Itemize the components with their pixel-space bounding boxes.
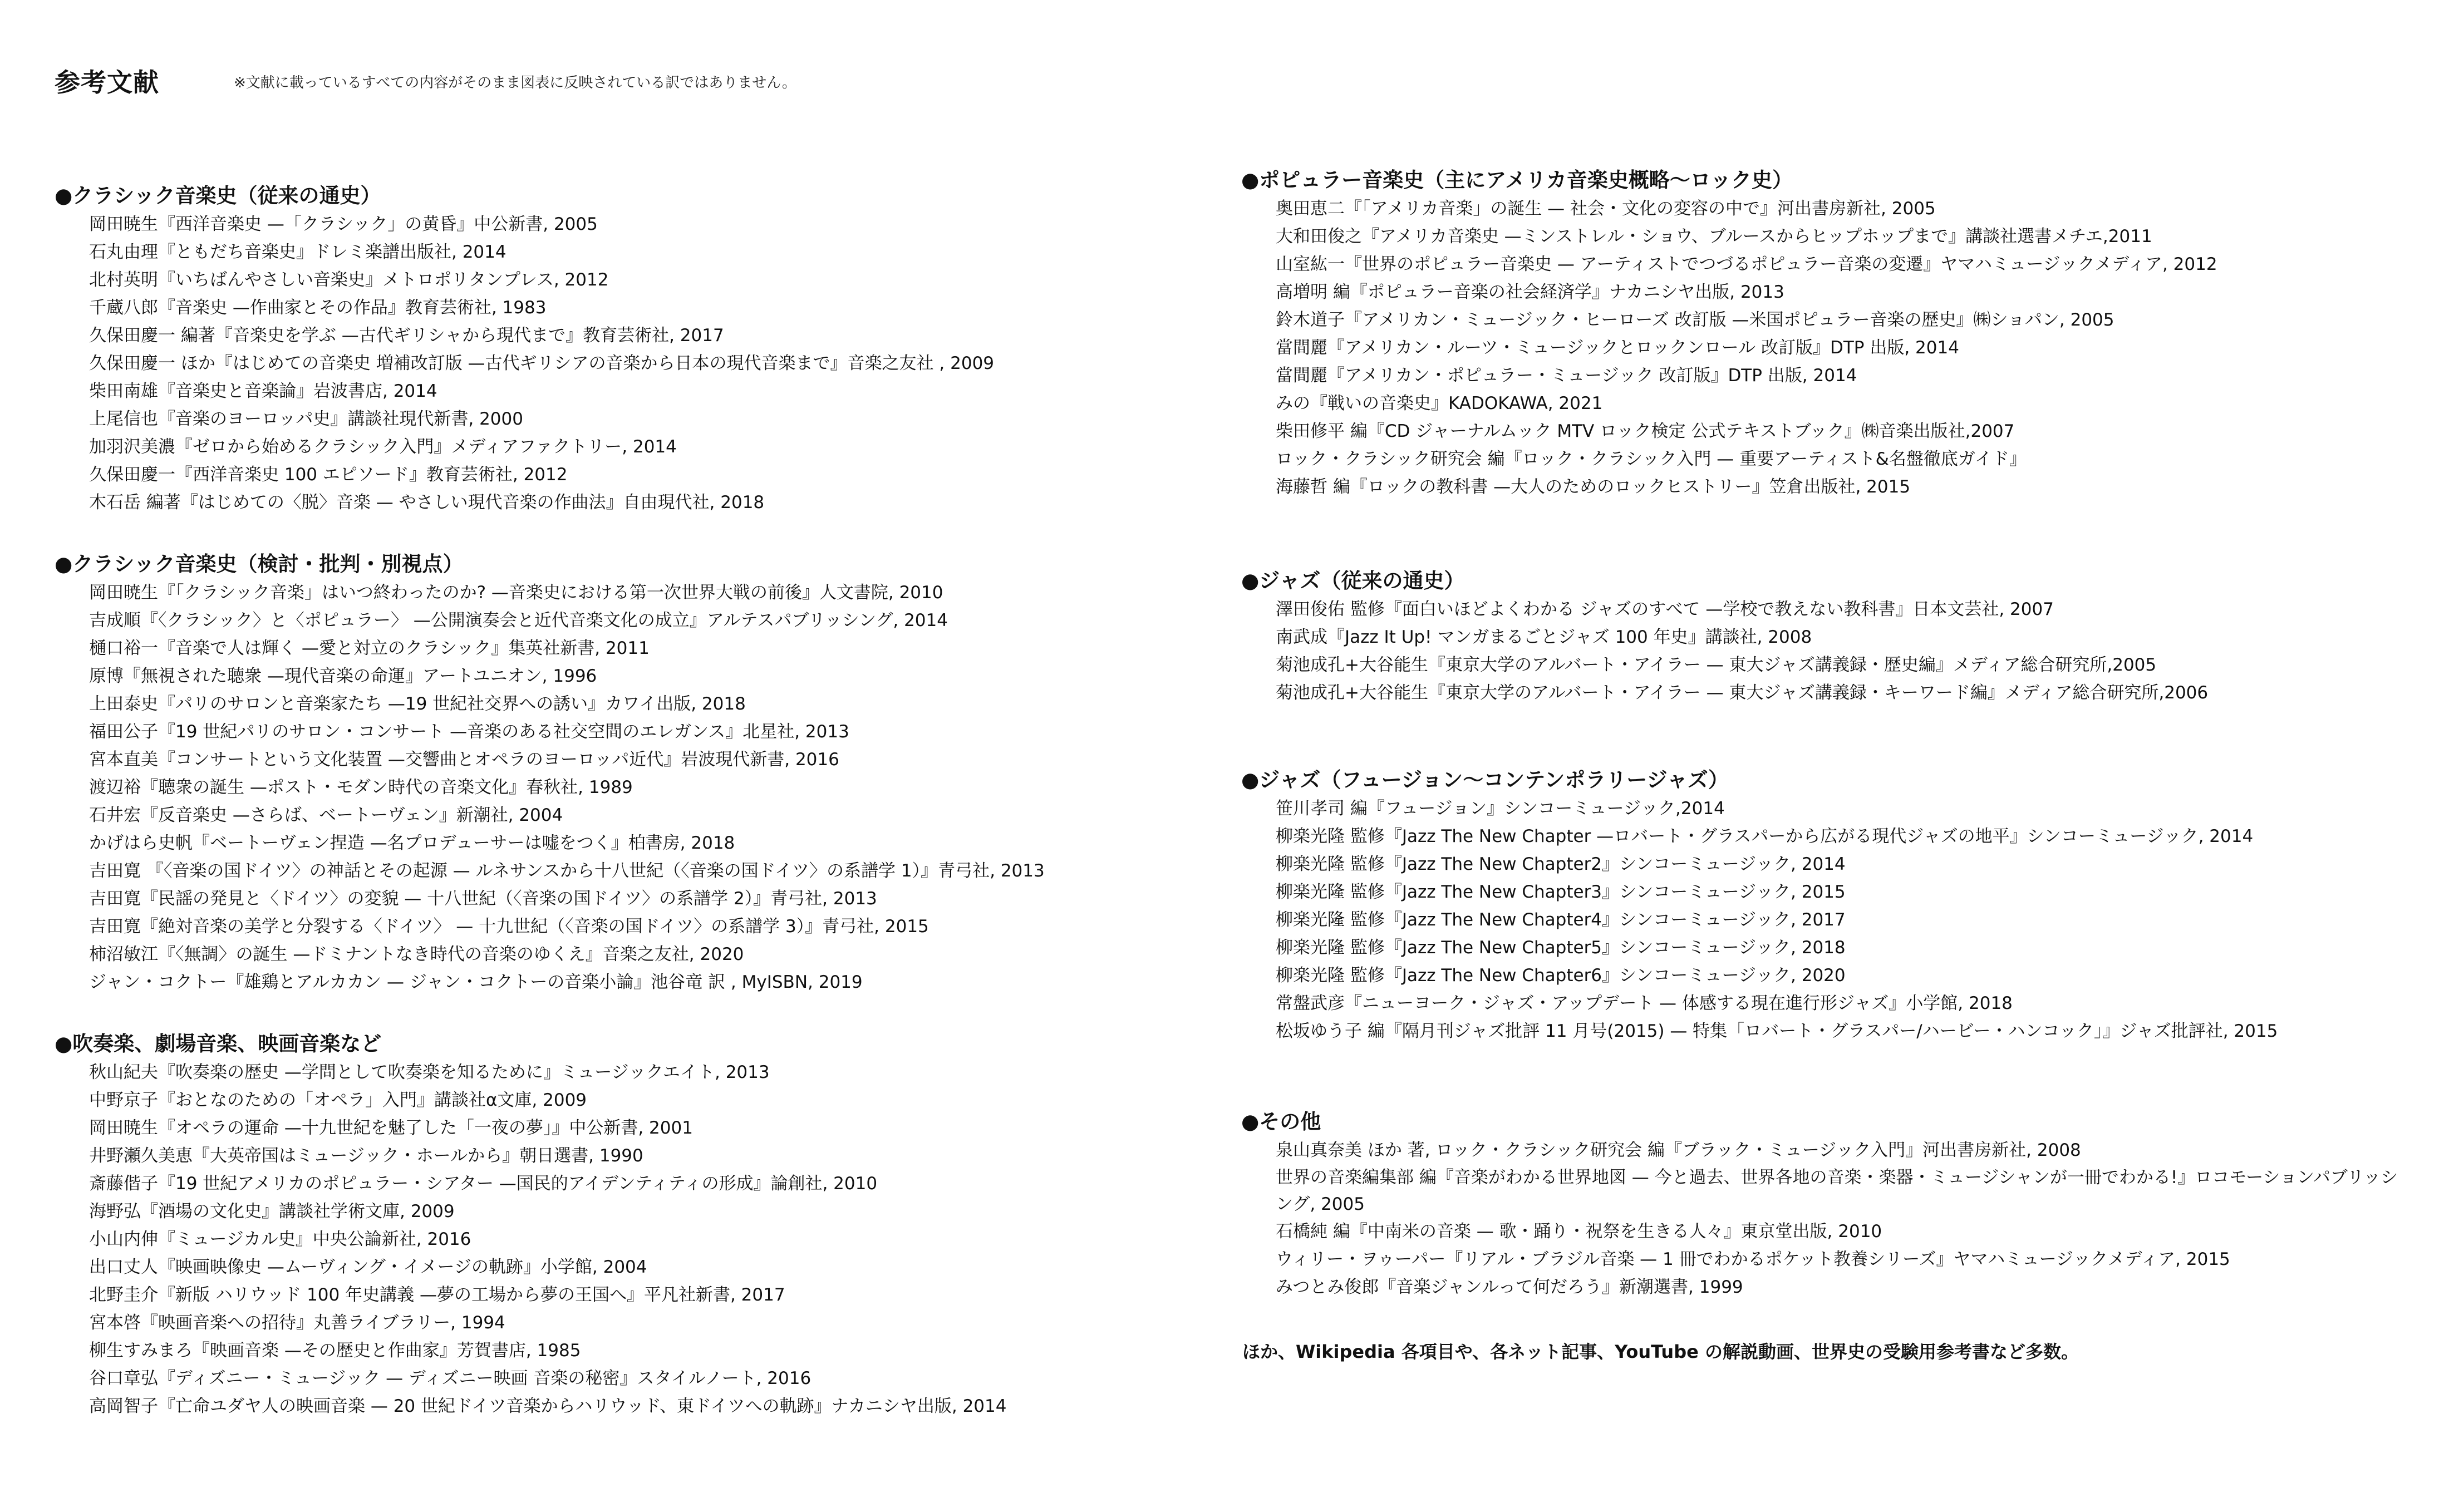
reference-entry: 大和田俊之『アメリカ音楽史 —ミンストレル・ショウ、ブルースからヒップホップまで』講談社選書メチエ,2011 [1276,226,2152,247]
reference-entry: 上田泰史『パリのサロンと音楽家たち —19 世紀社交界への誘い』カワイ出版, 2018 [89,694,746,714]
section-heading: ●ジャズ（フュージョン～コンテンポラリージャズ） [1241,768,1729,792]
reference-entry: 渡辺裕『聴衆の誕生 —ポスト・モダン時代の音楽文化』春秋社, 1989 [89,777,633,797]
reference-entry: 柳楽光隆 監修『Jazz The New Chapter —ロバート・グラスパーから広がる現代ジャズの地平』シンコーミュージック, 2014 [1276,826,2254,846]
reference-entry: 上尾信也『音楽のヨーロッパ史』講談社現代新書, 2000 [89,409,523,429]
reference-entry: 石橋純 編『中南米の音楽 — 歌・踊り・祝祭を生きる人々』東京堂出版, 2010 [1276,1222,1882,1242]
section-heading: ●ポピュラー音楽史（主にアメリカ音楽史概略～ロック史） [1241,168,1793,192]
section-popular-history [1241,166,2410,501]
reference-entry: 高岡智子『亡命ユダヤ人の映画音楽 — 20 世紀ドイツ音楽からハリウッド、東ドイツへの軌跡』ナカニシヤ出版, 2014 [89,1396,1007,1416]
reference-entry: 當間麗『アメリカン・ルーツ・ミュージックとロックンロール 改訂版』DTP 出版, 2014 [1276,338,1959,358]
section-band-theater-film [55,1030,1196,1420]
reference-entry: 柳楽光隆 監修『Jazz The New Chapter4』シンコーミュージック, 2017 [1276,910,1846,930]
reference-entry: 岡田暁生『「クラシック音楽」はいつ終わったのか? —音楽史における第一次世界大戦の前後』人文書院, 2010 [89,583,943,603]
reference-entry: 吉成順『〈クラシック〉と〈ポピュラー〉 —公開演奏会と近代音楽文化の成立』アルテスパブリッシング, 2014 [89,610,948,631]
section-heading: ●吹奏楽、劇場音楽、映画音楽など [55,1032,382,1056]
reference-entry: 泉山真奈美 ほか 著, ロック・クラシック研究会 編『ブラック・ミュージック入門』河出書房新社, 2008 [1276,1140,2081,1160]
reference-entry: 宮本啓『映画音楽への招待』丸善ライブラリー, 1994 [89,1313,505,1333]
reference-entry: 笹川孝司 編『フュージョン』シンコーミュージック,2014 [1276,799,1725,819]
section-heading: ●その他 [1241,1110,1321,1134]
reference-entry: 奥田恵二『「アメリカ音楽」の誕生 — 社会・文化の変容の中で』河出書房新社, 2005 [1276,199,1936,219]
reference-entry: みの『戦いの音楽史』KADOKAWA, 2021 [1276,393,1603,413]
reference-entry: 小山内伸『ミュージカル史』中央公論新社, 2016 [89,1229,471,1249]
page-title: 参考文献 [55,67,159,97]
reference-entry: 南武成『Jazz It Up! マンガまるごとジャズ 100 年史』講談社, 2008 [1276,627,1812,647]
section-heading: ●クラシック音楽史（検討・批判・別視点） [55,552,464,576]
section-heading: ●クラシック音楽史（従来の通史） [55,184,381,208]
reference-entry: 當間麗『アメリカン・ポピュラー・ミュージック 改訂版』DTP 出版, 2014 [1276,366,1857,386]
reference-entry: 井野瀬久美恵『大英帝国はミュージック・ホールから』朝日選書, 1990 [89,1146,643,1166]
reference-entry: 久保田慶一 編著『音楽史を学ぶ —古代ギリシャから現代まで』教育芸術社, 2017 [89,326,724,346]
reference-entry: 吉田寛『民謡の発見と〈ドイツ〉の変貌 — 十八世紀（〈音楽の国ドイツ〉の系譜学 2）』青弓社, 2013 [89,889,877,909]
reference-entry: 北野圭介『新版 ハリウッド 100 年史講義 —夢の工場から夢の王国へ』平凡社新書, 2017 [89,1285,785,1305]
section-jazz-history [1241,567,2410,707]
reference-entry: 海野弘『酒場の文化史』講談社学術文庫, 2009 [89,1201,455,1222]
section-jazz-fusion [1241,766,2410,1045]
reference-entry: 加羽沢美濃『ゼロから始めるクラシック入門』メディアファクトリー, 2014 [89,437,677,457]
reference-entry: 木石岳 編著『はじめての〈脱〉音楽 — やさしい現代音楽の作曲法』自由現代社, 2018 [89,492,765,513]
reference-entry: 岡田暁生『西洋音楽史 —「クラシック」の黄昏』中公新書, 2005 [89,214,598,234]
reference-entry: 高増明 編『ポピュラー音楽の社会経済学』ナカニシヤ出版, 2013 [1276,282,1784,302]
reference-entry: 原博『無視された聴衆 —現代音楽の命運』アートユニオン, 1996 [89,666,597,686]
section-classical-critique [55,550,1196,996]
reference-entry: 秋山紀夫『吹奏楽の歴史 —学問として吹奏楽を知るために』ミュージックエイト, 2013 [89,1062,770,1082]
reference-entry: 柴田南雄『音楽史と音楽論』岩波書店, 2014 [89,381,437,401]
reference-entry: 澤田俊佑 監修『面白いほどよくわかる ジャズのすべて —学校で教えない教科書』日本文芸社, 2007 [1276,599,2054,619]
reference-entry: 柳楽光隆 監修『Jazz The New Chapter3』シンコーミュージック, 2015 [1276,882,1846,902]
reference-entry: ジャン・コクトー『雄鶏とアルカカン — ジャン・コクトーの音楽小論』池谷竜 訳 , MyISBN, 2019 [89,972,863,992]
reference-entry: 吉田寛 『〈音楽の国ドイツ〉の神話とその起源 — ルネサンスから十八世紀（〈音楽の国ドイツ〉の系譜学 1）』青弓社, 2013 [89,861,1045,881]
reference-entry: 柳楽光隆 監修『Jazz The New Chapter6』シンコーミュージック, 2020 [1276,966,1846,986]
reference-entry: 出口丈人『映画映像史 —ムーヴィング・イメージの軌跡』小学館, 2004 [89,1257,647,1277]
reference-entry: 松坂ゆう子 編『隔月刊ジャズ批評 11 月号(2015) — 特集「ロバート・グラスパー/ハービー・ハンコック」』ジャズ批評社, 2015 [1276,1021,2278,1041]
reference-entry: 石丸由理『ともだち音楽史』ドレミ楽譜出版社, 2014 [89,242,506,262]
reference-entry: 宮本直美『コンサートという文化装置 —交響曲とオペラのヨーロッパ近代』岩波現代新書, 2016 [89,750,839,770]
reference-entry: 北村英明『いちばんやさしい音楽史』メトロポリタンプレス, 2012 [89,270,609,290]
footer-note: ほか、Wikipedia 各項目や、各ネット記事、YouTube の解説動画、世界史の受験用参考書など多数。 [1242,1341,2079,1362]
reference-entry: 菊池成孔+大谷能生『東京大学のアルバート・アイラー — 東大ジャズ講義録・歴史編』メディア総合研究所,2005 [1276,655,2157,675]
section-classical-history [55,181,1196,516]
reference-entry: 吉田寛『絶対音楽の美学と分裂する〈ドイツ〉 — 十九世紀（〈音楽の国ドイツ〉の系譜学 3）』青弓社, 2015 [89,917,929,937]
reference-entry: 千蔵八郎『音楽史 —作曲家とその作品』教育芸術社, 1983 [89,298,547,318]
reference-entry: 柳楽光隆 監修『Jazz The New Chapter2』シンコーミュージック, 2014 [1276,854,1846,874]
reference-entry: 世界の音楽編集部 編『音楽がわかる世界地図 — 今と過去、世界各地の音楽・楽器・ミュージシャンが一冊でわかる!』ロコモーションパブリッシング, 2005 [1276,1168,2398,1214]
reference-entry: 海藤哲 編『ロックの教科書 —大人のためのロックヒストリー』笠倉出版社, 2015 [1276,477,1911,497]
reference-entry: 福田公子『19 世紀パリのサロン・コンサート —音楽のある社交空間のエレガンス』北星社, 2013 [89,722,849,742]
reference-entry: 柳生すみまろ『映画音楽 —その歴史と作曲家』芳賀書店, 1985 [89,1341,581,1361]
reference-entry: 石井宏『反音楽史 —さらば、ベートーヴェン』新潮社, 2004 [89,805,563,825]
reference-entry: 柿沼敏江『〈無調〉の誕生 —ドミナントなき時代の音楽のゆくえ』音楽之友社, 2020 [89,944,744,964]
reference-entry: 常盤武彦『ニューヨーク・ジャズ・アップデート — 体感する現在進行形ジャズ』小学館, 2018 [1276,993,2013,1013]
reference-entry: ロック・クラシック研究会 編『ロック・クラシック入門 — 重要アーティスト&名盤徹底ガイド』 [1276,449,2027,469]
reference-entry: 柳楽光隆 監修『Jazz The New Chapter5』シンコーミュージック, 2018 [1276,938,1846,958]
reference-entry: 山室紘一『世界のポピュラー音楽史 — アーティストでつづるポピュラー音楽の変遷』ヤマハミュージックメディア, 2012 [1276,254,2217,274]
reference-entry: 鈴木道子『アメリカン・ミュージック・ヒーローズ 改訂版 —米国ポピュラー音楽の歴史』㈱ショパン, 2005 [1276,310,2114,330]
reference-entry: 谷口章弘『ディズニー・ミュージック — ディズニー映画 音楽の秘密』スタイルノート, 2016 [89,1368,812,1388]
reference-entry: 樋口裕一『音楽で人は輝く —愛と対立のクラシック』集英社新書, 2011 [89,638,650,658]
reference-entry: ウィリー・ヲゥーパー『リアル・ブラジル音楽 — 1 冊でわかるポケット教養シリーズ』ヤマハミュージックメディア, 2015 [1276,1249,2230,1269]
reference-entry: 中野京子『おとなのための「オペラ」入門』講談社α文庫, 2009 [89,1090,587,1110]
reference-entry: 久保田慶一『西洋音楽史 100 エピソード』教育芸術社, 2012 [89,465,568,485]
reference-entry: 岡田暁生『オペラの運命 —十九世紀を魅了した「一夜の夢」』中公新書, 2001 [89,1118,693,1138]
reference-entry: 菊池成孔+大谷能生『東京大学のアルバート・アイラー — 東大ジャズ講義録・キーワード編』メディア総合研究所,2006 [1276,683,2209,703]
reference-entry: かげはら史帆『ベートーヴェン捏造 —名プロデューサーは嘘をつく』柏書房, 2018 [89,833,735,853]
reference-entry: 斎藤偕子『19 世紀アメリカのポピュラー・シアター —国民的アイデンティティの形成』論創社, 2010 [89,1174,878,1194]
reference-entry: 久保田慶一 ほか『はじめての音楽史 増補改訂版 —古代ギリシアの音楽から日本の現代音楽まで』音楽之友社 , 2009 [89,353,995,373]
section-heading: ●ジャズ（従来の通史） [1241,569,1465,593]
page-note: ※文献に載っているすべての内容がそのまま図表に反映されている訳ではありません。 [234,75,796,91]
reference-entry: 柴田修平 編『CD ジャーナルムック MTV ロック検定 公式テキストブック』㈱音楽出版社,2007 [1276,421,2015,441]
reference-entry: みつとみ俊郎『音楽ジャンルって何だろう』新潮選書, 1999 [1276,1277,1743,1297]
section-others [1241,1107,2410,1301]
